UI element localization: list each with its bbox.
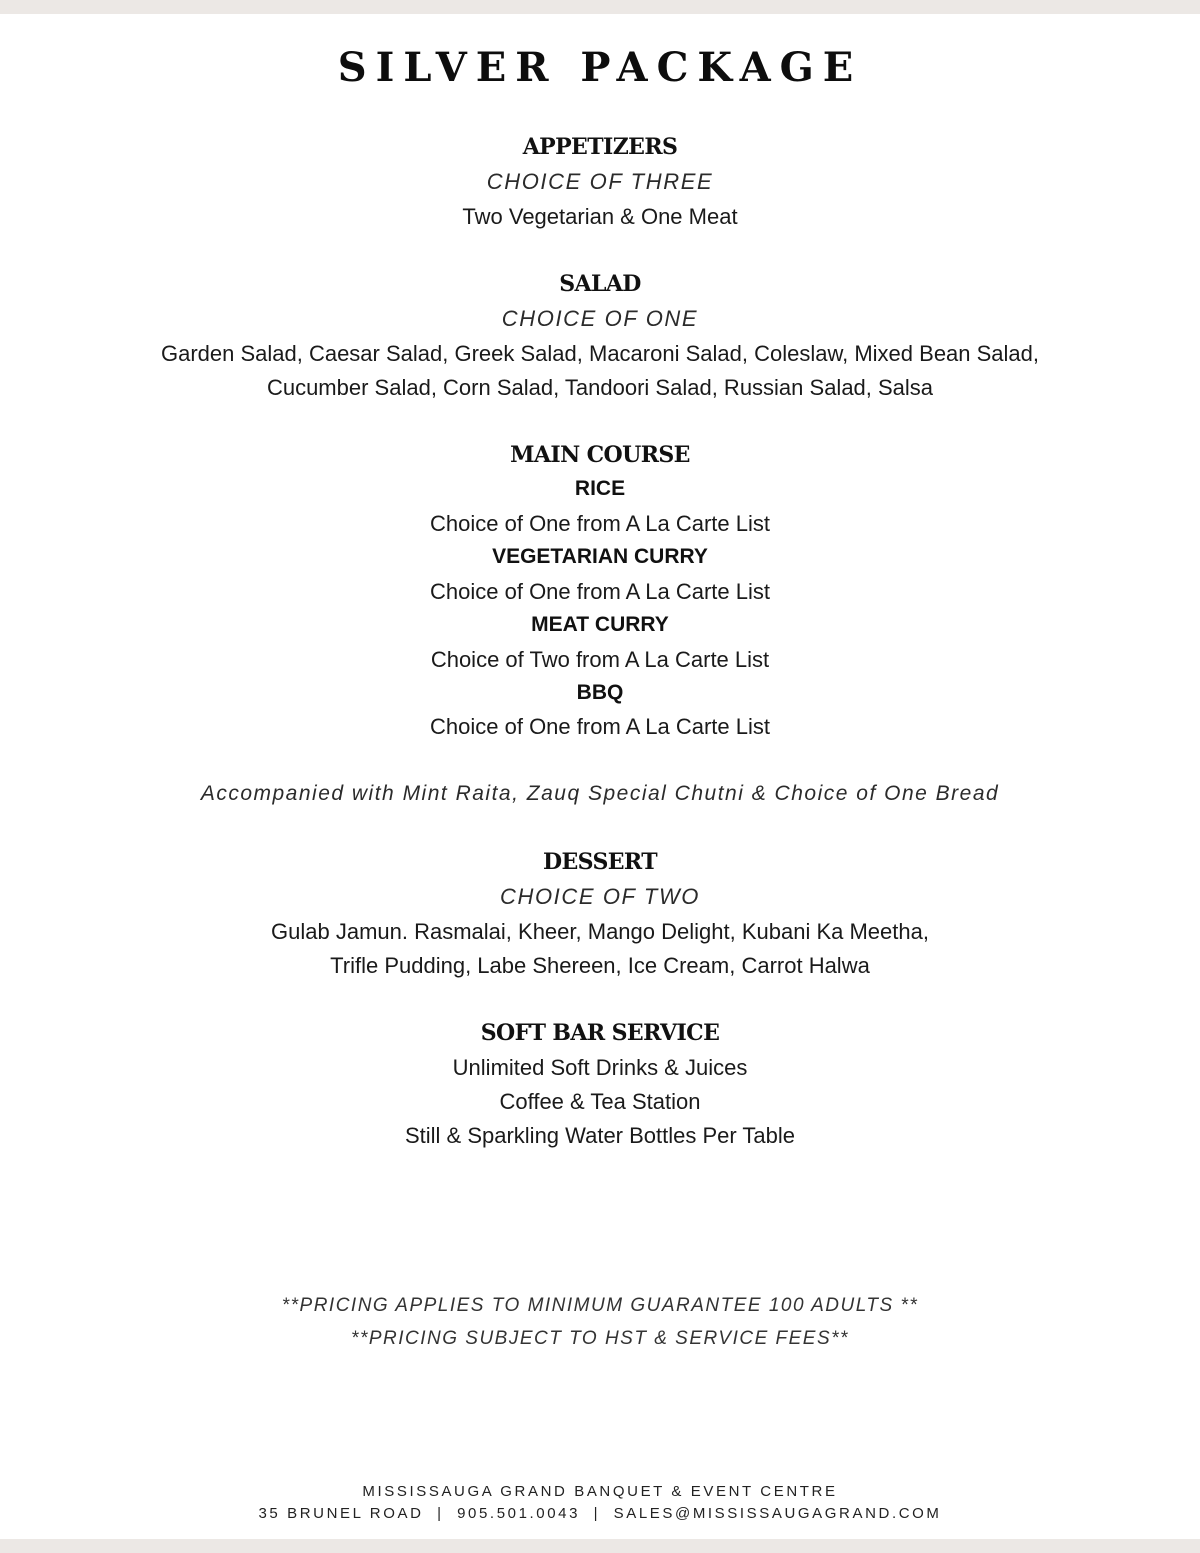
dessert-line: Trifle Pudding, Labe Shereen, Ice Cream, Carrot Halwa <box>330 953 870 978</box>
main-course-item-name: BBQ <box>576 681 624 704</box>
salad-choice: CHOICE OF ONE <box>501 306 699 331</box>
main-course-heading: MAIN COURSE <box>510 442 690 468</box>
salad-line: Garden Salad, Caesar Salad, Greek Salad, Macaroni Salad, Coleslaw, Mixed Bean Salad, <box>160 341 1040 366</box>
main-course-item-name: VEGETARIAN CURRY <box>492 545 708 568</box>
main-course-item-detail: Choice of Two from A La Carte List <box>430 647 770 672</box>
page-title: SILVER PACKAGE <box>337 44 863 91</box>
main-course-item-detail: Choice of One from A La Carte List <box>430 714 770 739</box>
salad-heading: SALAD <box>559 271 641 297</box>
soft-bar-line: Coffee & Tea Station <box>499 1089 701 1114</box>
salad-line: Cucumber Salad, Corn Salad, Tandoori Salad, Russian Salad, Salsa <box>266 375 934 400</box>
accompaniment-note: Accompanied with Mint Raita, Zauq Special Chutni & Choice of One Bread <box>200 782 1000 805</box>
soft-bar-line: Still & Sparkling Water Bottles Per Table <box>404 1123 796 1148</box>
dessert-heading: DESSERT <box>543 849 657 875</box>
main-course-item-name: RICE <box>574 477 626 500</box>
menu-page <box>0 14 1200 1539</box>
appetizers-detail: Two Vegetarian & One Meat <box>462 204 738 229</box>
pricing-note: **PRICING SUBJECT TO HST & SERVICE FEES** <box>351 1328 849 1349</box>
main-course-item-name: MEAT CURRY <box>531 613 669 636</box>
dessert-choice: CHOICE OF TWO <box>499 884 701 909</box>
appetizers-choice: CHOICE OF THREE <box>486 169 714 194</box>
dessert-line: Gulab Jamun. Rasmalai, Kheer, Mango Delight, Kubani Ka Meetha, <box>271 919 929 944</box>
soft-bar-heading: SOFT BAR SERVICE <box>480 1020 720 1046</box>
footer-contact: 35 BRUNEL ROAD | 905.501.0043 | SALES@MISSISSAUGAGRAND.COM <box>258 1505 942 1522</box>
pricing-note: **PRICING APPLIES TO MINIMUM GUARANTEE 100 ADULTS ** <box>281 1295 919 1316</box>
appetizers-heading: APPETIZERS <box>522 134 678 160</box>
soft-bar-line: Unlimited Soft Drinks & Juices <box>452 1055 748 1080</box>
main-course-item-detail: Choice of One from A La Carte List <box>430 511 770 536</box>
main-course-item-detail: Choice of One from A La Carte List <box>430 579 770 604</box>
footer-venue: MISSISSAUGA GRAND BANQUET & EVENT CENTRE <box>362 1483 838 1500</box>
